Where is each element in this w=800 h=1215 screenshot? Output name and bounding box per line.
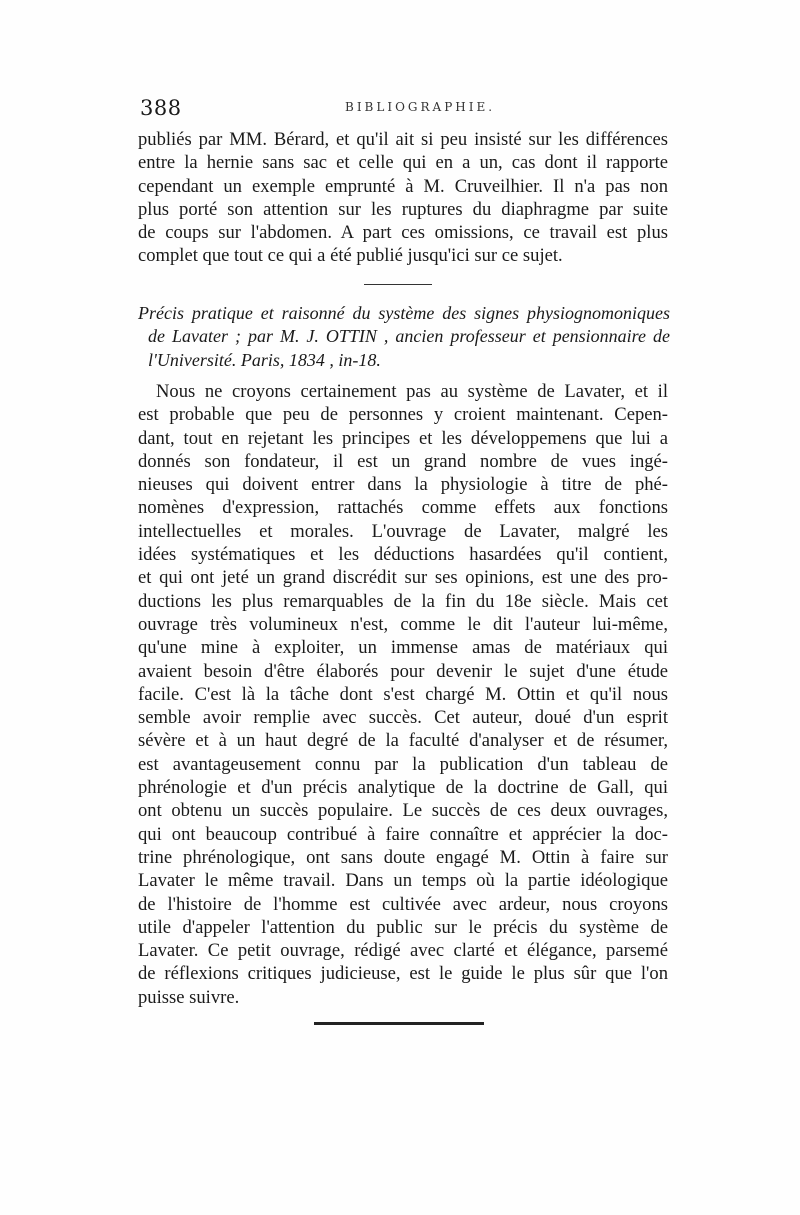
text-line: cependant un exemple emprunté à M. Cruveilhier. Il n'a pas non: [138, 175, 668, 197]
review-paragraph: [138, 380, 668, 1009]
text-line: qui ont beaucoup contribué à faire connaître et apprécier la doc-: [138, 823, 668, 845]
text-line: qu'une mine à exploiter, un immense amas de matériaux qui: [138, 637, 668, 659]
text-line: de coups sur l'abdomen. A part ces omissions, ce travail est plus: [138, 222, 668, 244]
text-line: semble avoir remplie avec succès. Cet auteur, doué d'un esprit: [138, 707, 668, 729]
text-line: idées systématiques et les déductions hasardées qu'il contient,: [138, 544, 668, 566]
text-line: Nous ne croyons certainement pas au système de Lavater, et il: [156, 381, 668, 402]
text-line: avaient besoin d'être élaborés pour devenir le sujet d'une étude: [138, 660, 668, 682]
text-line: est avantageusement connu par la publication d'un tableau de: [138, 753, 668, 775]
text-line: entre la hernie sans sac et celle qui en a un, cas dont il rapporte: [138, 152, 668, 174]
text-line: ont obtenu un succès populaire. Le succès de ces deux ouvrages,: [138, 800, 668, 822]
text-line: ouvrage très volumineux n'est, comme le dit l'auteur lui-même,: [138, 613, 668, 635]
text-line: plus porté son attention sur les ruptures du diaphragme par suite: [138, 198, 668, 220]
text-line: puisse suivre.: [138, 986, 240, 1008]
page-number: 388: [140, 96, 182, 120]
end-rule: [314, 1022, 484, 1025]
paragraph-continuation: [138, 128, 668, 268]
text-line: donnés son fondateur, il est un grand nombre de vues ingé-: [138, 450, 668, 472]
text-line: intellectuelles et morales. L'ouvrage de Lavater, malgré les: [138, 520, 668, 542]
text-line: de l'histoire de l'homme est cultivée avec ardeur, nous croyons: [138, 893, 668, 915]
entry-line: Précis pratique et raisonné du système des signes physiognomoniques: [138, 303, 670, 323]
text-line: et qui ont jeté un grand discrédit sur ses opinions, est une des pro-: [138, 567, 668, 589]
bibliographic-entry: [138, 302, 670, 372]
text-line: facile. C'est là la tâche dont s'est chargé M. Ottin et qu'il nous: [138, 683, 668, 705]
text-line: phrénologie et d'un précis analytique de la doctrine de Gall, qui: [138, 777, 668, 799]
text-line: est probable que peu de personnes y croient maintenant. Cepen-: [138, 404, 668, 426]
text-line: sévère et à un haut degré de la faculté d'analyser et de résumer,: [138, 730, 668, 752]
text-line: trine phrénologique, ont sans doute engagé M. Ottin à faire sur: [138, 846, 668, 868]
section-divider: [364, 284, 432, 285]
text-line: Lavater le même travail. Dans un temps où la partie idéologique: [138, 870, 668, 892]
text-line: ductions les plus remarquables de la fin du 18e siècle. Mais cet: [138, 590, 668, 612]
text-line: de réflexions critiques judicieuse, est le guide le plus sûr que l'on: [138, 963, 668, 985]
text-line: Lavater. Ce petit ouvrage, rédigé avec clarté et élégance, parsemé: [138, 940, 668, 962]
entry-line: l'Université. Paris, 1834 , in-18.: [148, 349, 381, 370]
text-line: complet que tout ce qui a été publié jusqu'ici sur ce sujet.: [138, 245, 563, 267]
text-line: nomènes d'expression, rattachés comme effets aux fonctions: [138, 497, 668, 519]
text-line: utile d'appeler l'attention du public sur le précis du système de: [138, 916, 668, 938]
text-line: dant, tout en rejetant les principes et les développemens que lui a: [138, 427, 668, 449]
running-head: [140, 96, 675, 120]
section-title: BIBLIOGRAPHIE.: [345, 100, 496, 114]
text-line: nieuses qui doivent entrer dans la physiologie à titre de phé-: [138, 474, 668, 496]
text-line: publiés par MM. Bérard, et qu'il ait si peu insisté sur les différences: [138, 129, 668, 150]
entry-line: de Lavater ; par M. J. OTTIN , ancien professeur et pensionnaire de: [148, 326, 670, 347]
